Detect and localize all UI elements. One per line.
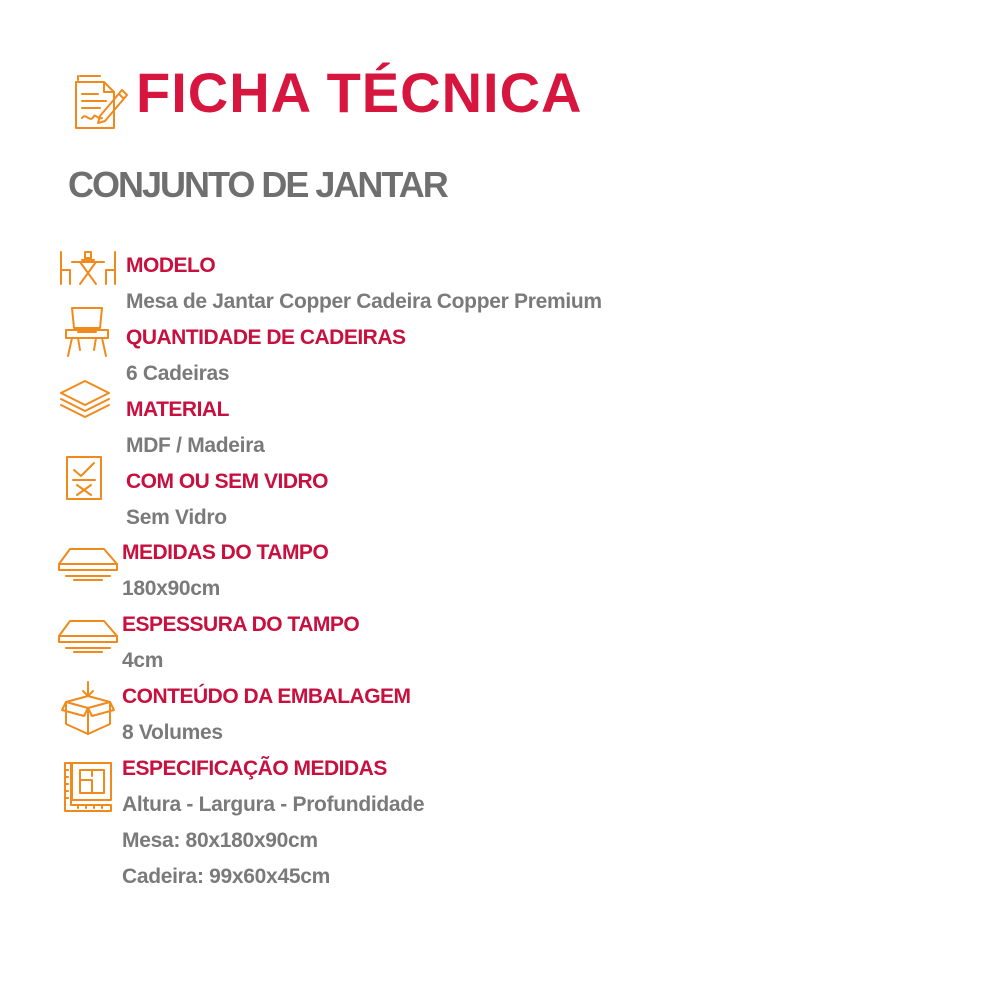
spec-label-espessura: ESPESSURA DO TAMPO [122,613,360,636]
layers-icon [58,378,112,420]
spec-label-especificacao: ESPECIFICAÇÃO MEDIDAS [122,757,387,780]
spec-value-medidas-tampo: 180x90cm [122,577,221,600]
blueprint-measure-icon [62,760,114,814]
spec-value-embalagem: 8 Volumes [122,721,223,744]
spec-label-medidas-tampo: MEDIDAS DO TAMPO [122,541,329,564]
tabletop-thickness-icon [56,618,120,654]
spec-value-espessura: 4cm [122,649,164,672]
chair-icon [62,304,112,358]
spec-value-especificacao-1: Altura - Largura - Profundidade [122,793,425,816]
spec-value-vidro: Sem Vidro [126,506,227,529]
package-box-icon [60,680,116,736]
checklist-icon [64,454,104,502]
spec-label-material: MATERIAL [126,398,229,421]
document-pen-icon [70,70,130,132]
spec-value-material: MDF / Madeira [126,434,265,457]
page-title: FICHA TÉCNICA [136,61,583,124]
spec-label-cadeiras: QUANTIDADE DE CADEIRAS [126,326,406,349]
spec-label-vidro: COM OU SEM VIDRO [126,470,329,493]
spec-label-embalagem: CONTEÚDO DA EMBALAGEM [122,685,411,708]
tabletop-icon [56,546,120,582]
spec-label-modelo: MODELO [126,254,216,277]
spec-value-cadeiras: 6 Cadeiras [126,362,230,385]
spec-value-modelo: Mesa de Jantar Copper Cadeira Copper Premium [126,290,602,313]
dining-set-icon [58,248,118,288]
spec-value-especificacao-2: Mesa: 80x180x90cm [122,829,318,852]
page-subtitle: CONJUNTO DE JANTAR [68,164,447,205]
spec-value-especificacao-3: Cadeira: 99x60x45cm [122,865,330,888]
